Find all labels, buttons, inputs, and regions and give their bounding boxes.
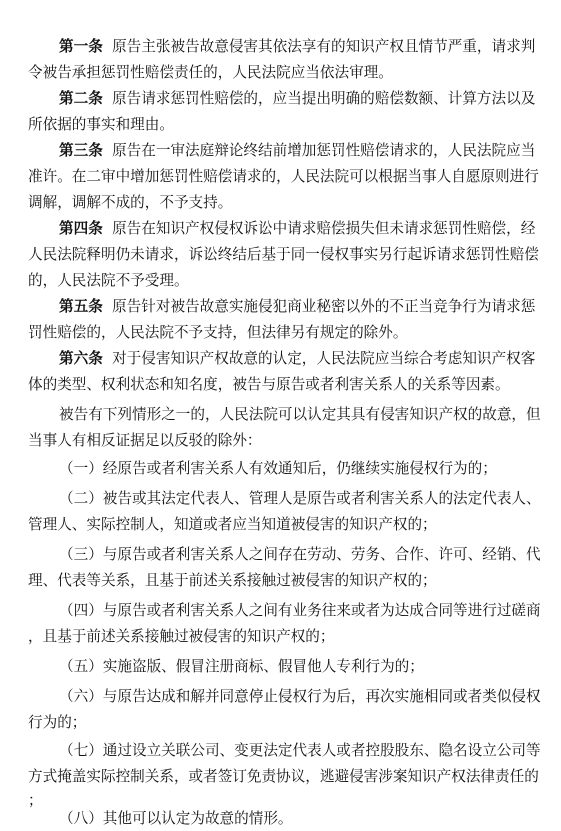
- article-6-first-line: [59, 349, 535, 371]
- item-5-line-1: （五）实施盗版、假冒注册商标、假冒他人专利行为的；: [59, 658, 424, 675]
- article-1-line-2: 令被告承担惩罚性赔偿责任的，人民法院应当依法审理。: [28, 64, 393, 81]
- item-6-line-1: （六）与原告达成和解并同意停止侵权行为后，再次实施相同或者类似侵权: [59, 688, 541, 705]
- article-3-text: 原告在一审法庭辩论终结前增加惩罚性赔偿请求的，人民法院应当: [112, 142, 536, 159]
- article-4-text: 原告在知识产权侵权诉讼中请求赔偿损失但未请求惩罚性赔偿，经: [112, 220, 536, 237]
- article-5-heading: 第五条: [59, 298, 103, 315]
- article-2-line-2: 所依据的事实和理由。: [28, 116, 174, 133]
- article-2-first-line: [59, 89, 535, 111]
- paragraph-line-2: 当事人有相反证据足以反驳的除外：: [28, 432, 262, 449]
- item-8-line-1: （八）其他可以认定为故意的情形。: [59, 810, 293, 827]
- item-6-line-2: 行为的；: [28, 714, 87, 731]
- item-2-line-2: 管理人、实际控制人，知道或者应当知道被侵害的知识产权的；: [28, 516, 437, 533]
- item-4-line-1: （四）与原告或者利害关系人之间有业务往来或者为达成合同等进行过磋商: [59, 602, 541, 619]
- article-4-first-line: [59, 219, 535, 241]
- article-3-line-3: 调解，调解不成的，不予支持。: [28, 194, 233, 211]
- article-4-heading: 第四条: [59, 220, 103, 237]
- article-1-heading: 第一条: [59, 38, 103, 55]
- item-4-line-2: ，且基于前述关系接触过被侵害的知识产权的；: [28, 628, 335, 645]
- article-6-text: 对于侵害知识产权故意的认定，人民法院应当综合考虑知识产权客: [112, 350, 536, 367]
- article-1-first-line: [59, 37, 535, 59]
- article-3-heading: 第三条: [59, 142, 103, 159]
- item-3-line-1: （三）与原告或者利害关系人之间存在劳动、劳务、合作、许可、经销、代: [59, 546, 541, 563]
- item-2-line-1: （二）被告或其法定代表人、管理人是原告或者利害关系人的法定代表人、: [59, 490, 541, 507]
- article-4-line-2: 人民法院释明仍未请求，诉讼终结后基于同一侵权事实另行起诉请求惩罚性赔偿: [28, 246, 539, 263]
- item-7-line-2: 方式掩盖实际控制关系，或者签订免责协议，逃避侵害涉案知识产权法律责任的: [28, 768, 539, 785]
- paragraph-line-1: 被告有下列情形之一的，人民法院可以认定其具有侵害知识产权的故意，但: [59, 406, 541, 423]
- item-7-line-1: （七）通过设立关联公司、变更法定代表人或者控股股东、隐名设立公司等: [59, 742, 541, 759]
- article-3-first-line: [59, 141, 535, 163]
- article-2-text: 原告请求惩罚性赔偿的，应当提出明确的赔偿数额、计算方法以及: [112, 90, 536, 107]
- article-2-heading: 第二条: [59, 90, 103, 107]
- article-1-text: 原告主张被告故意侵害其依法享有的知识产权且情节严重，请求判: [112, 38, 536, 55]
- article-6-line-2: 体的类型、权利状态和知名度，被告与原告或者利害关系人的关系等因素。: [28, 376, 510, 393]
- article-3-line-2: 准许。在二审中增加惩罚性赔偿请求的，人民法院可以根据当事人自愿原则进行: [28, 168, 539, 185]
- article-5-line-2: 罚性赔偿的，人民法院不予支持，但法律另有规定的除外。: [28, 324, 408, 341]
- item-7-line-3: ；: [28, 792, 43, 809]
- item-3-line-2: 理、代表等关系，且基于前述关系接触过被侵害的知识产权的；: [28, 572, 437, 589]
- item-1-line-1: （一）经原告或者利害关系人有效通知后，仍继续实施侵权行为的；: [59, 460, 497, 477]
- article-5-text: 原告针对被告故意实施侵犯商业秘密以外的不正当竞争行为请求惩: [112, 298, 536, 315]
- article-4-line-3: 的，人民法院不予受理。: [28, 272, 189, 289]
- article-6-heading: 第六条: [59, 350, 103, 367]
- article-5-first-line: [59, 297, 535, 319]
